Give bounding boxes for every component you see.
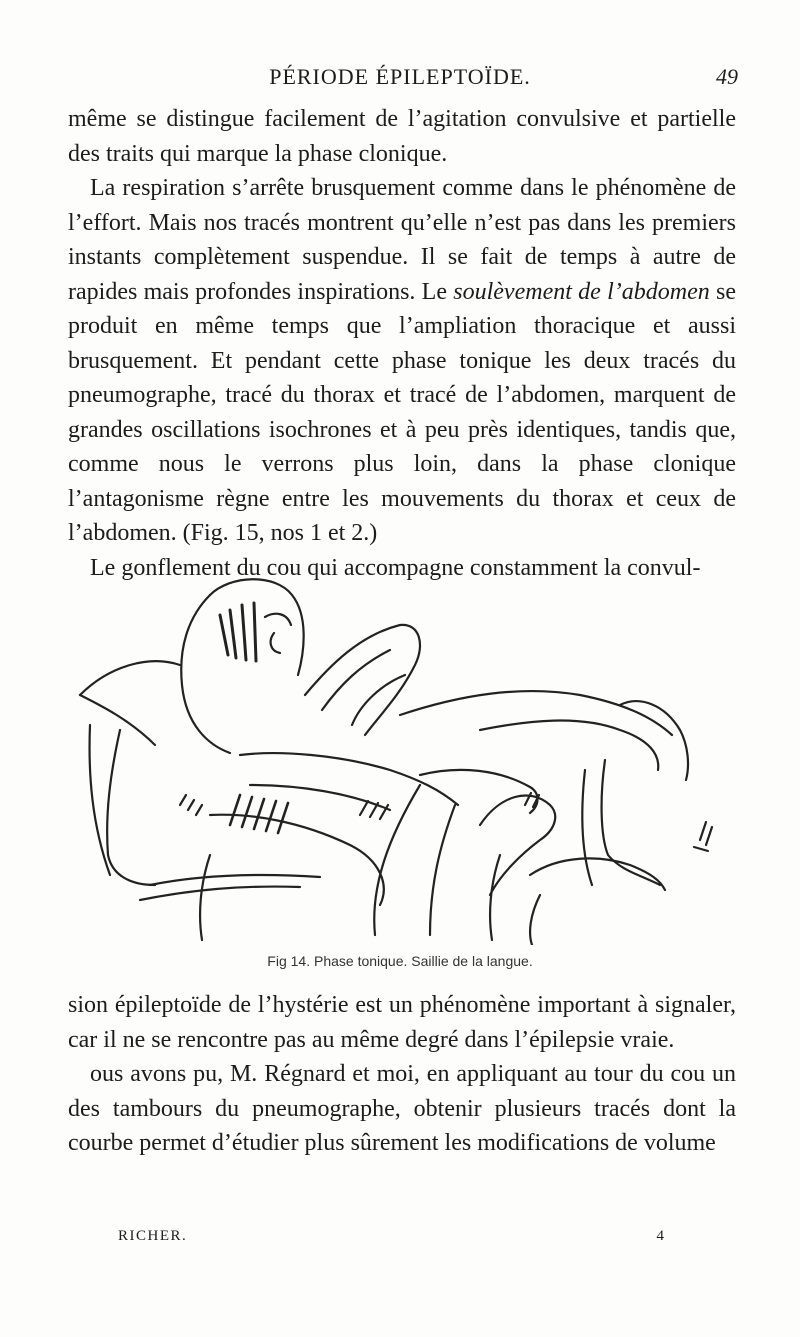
page-number: 49 xyxy=(716,64,738,89)
convulsing-figure-sketch xyxy=(60,555,740,945)
running-title: PÉRIODE ÉPILEPTOÏDE. xyxy=(269,64,531,89)
page-footer xyxy=(118,1228,664,1252)
paragraph-1: même se distingue facilement de l’agitation convulsive et partielle des traits qui marque la phase clonique. xyxy=(68,106,736,167)
body-text-top xyxy=(68,102,736,585)
paragraph-2-emphasis: soulèvement de l’abdomen xyxy=(453,278,710,305)
paragraph-4: sion épileptoïde de l’hystérie est un phénomène important à signaler, car il ne se rencontre pas au même degré dans l’épilepsie vraie. xyxy=(68,992,736,1053)
printer-signature: RICHER. xyxy=(118,1228,188,1244)
paragraph-3: Le gonflement du cou qui accompagne constamment la convul- xyxy=(90,554,701,581)
figure-caption: Fig 14. Phase tonique. Saillie de la langue. xyxy=(267,953,533,969)
paragraph-5: ous avons pu, M. Régnard et moi, en appliquant au tour du cou un des tambours du pneumographe, obtenir plusieurs tracés dont la courbe permet d’étudier plus sûrement les modifications de volume xyxy=(68,1061,736,1156)
figure-illustration xyxy=(60,555,740,945)
paragraph-2-part-1: La respiration s’arrête brusquement comme dans le phénomène de l’effort. Mais nos tracés montrent qu’elle n’est pas dans les premiers instants complètement suspendue. Il se fait de temps à autre de rapides mais profondes inspirations. Le xyxy=(68,175,736,305)
paragraph-2 xyxy=(68,171,736,551)
body-text-bottom xyxy=(68,988,736,1161)
paragraph-2-part-2: se produit en même temps que l’ampliation thoracique et aussi brusquement. Et pendant cette phase tonique les deux tracés du pneumographe, tracé du thorax et tracé de l’abdomen, marquent de grandes oscillations isochrones et à peu près identiques, tandis que, comme nous le verrons plus loin, dans la phase clonique l’antagonisme règne entre les mouvements du thorax et ceux de l’abdomen. (Fig. 15, nos 1 et 2.) xyxy=(68,278,736,546)
page-header xyxy=(0,64,800,94)
sheet-number: 4 xyxy=(656,1228,664,1244)
